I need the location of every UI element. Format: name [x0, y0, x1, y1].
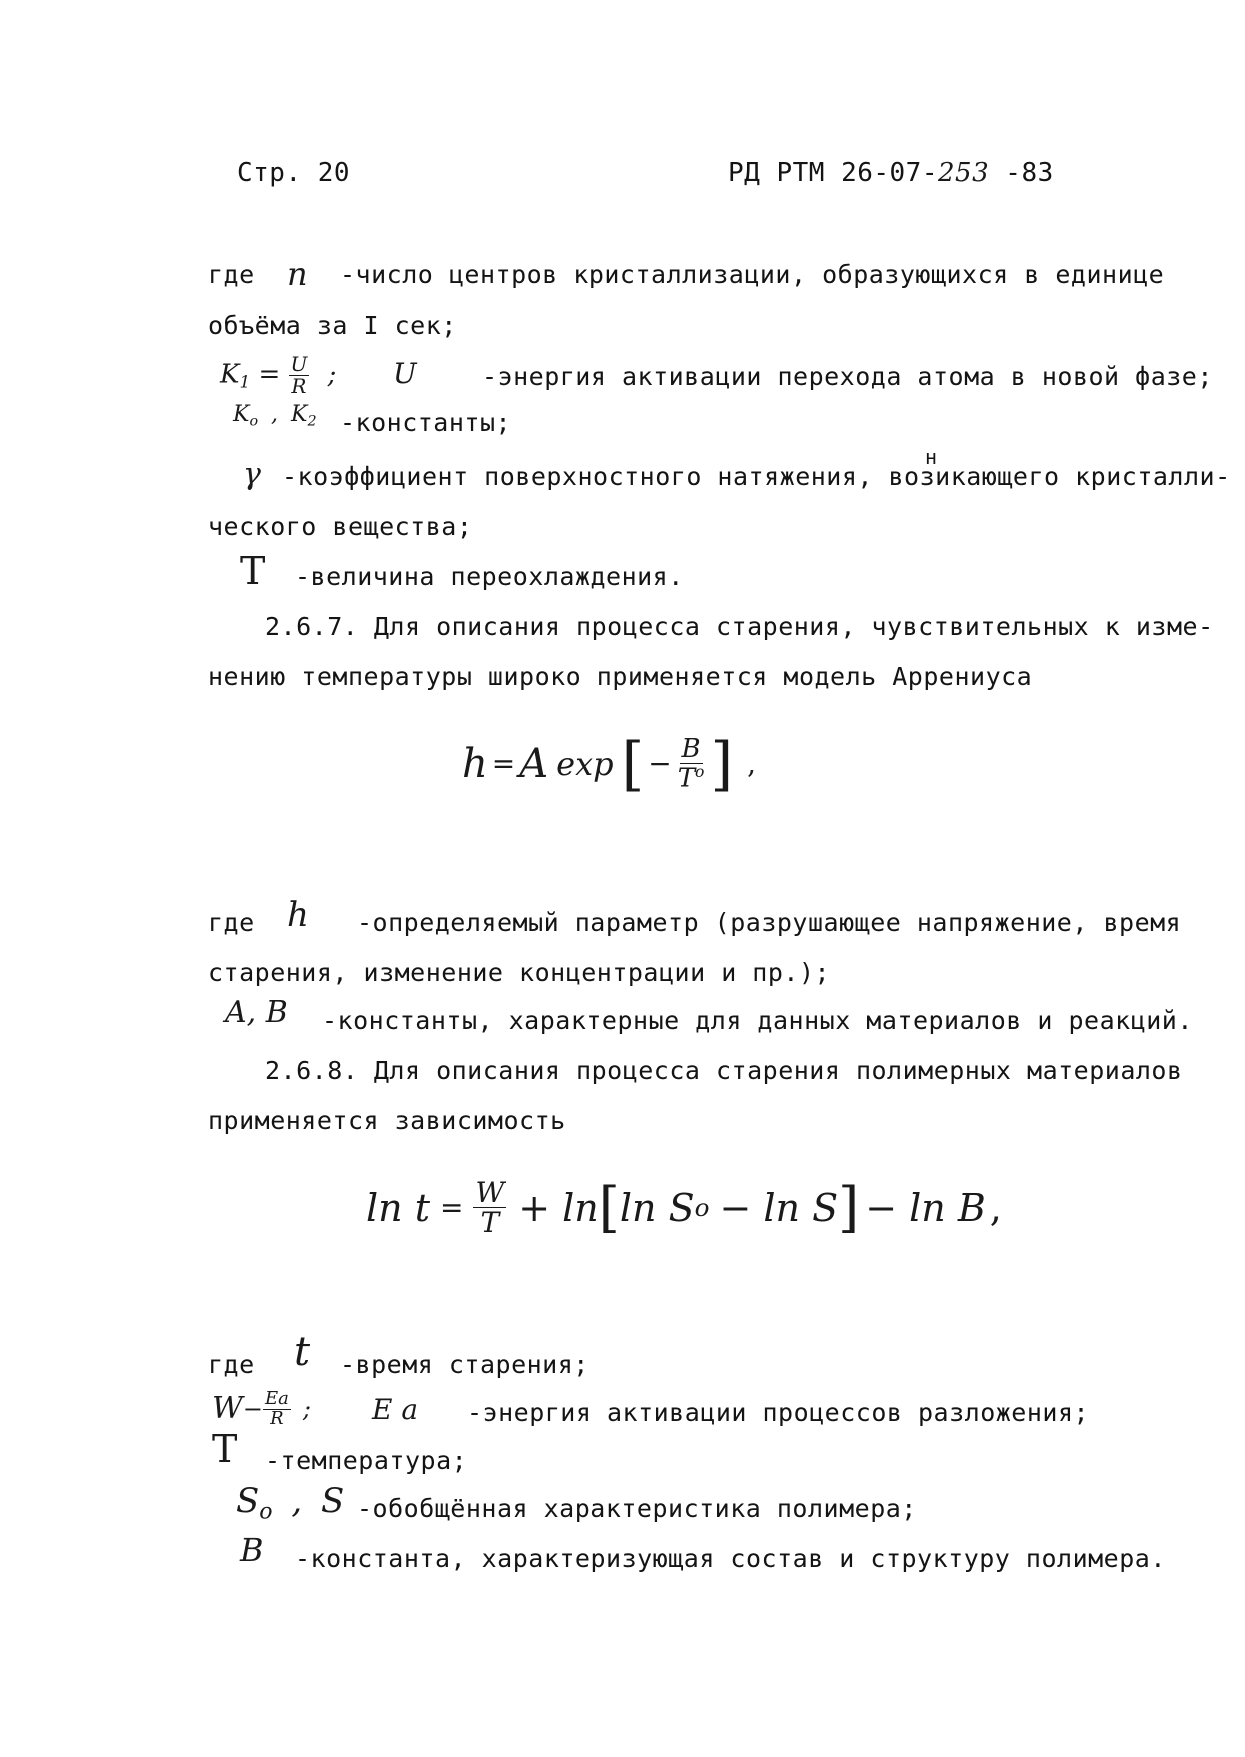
t-time-symbol: t	[294, 1329, 311, 1375]
n-symbol: n	[287, 255, 308, 293]
document-code-number: 253	[938, 158, 990, 188]
s-symbol: S	[321, 1481, 345, 1521]
u-symbol: U	[393, 357, 417, 390]
formula2-minus-ln-b: − ln B	[865, 1185, 986, 1230]
formula1-degree: o	[695, 762, 705, 781]
n-definition-text: -число центров кристаллизации, образующихся в единице	[340, 260, 1165, 289]
document-code	[728, 158, 1054, 188]
formula1-left-bracket: [	[621, 730, 645, 798]
document-code-suffix: -83	[989, 158, 1054, 188]
h-definition-where: где	[208, 908, 255, 937]
k1-fraction	[289, 354, 310, 397]
k0-symbol: K	[233, 402, 250, 427]
ea-symbol: E a	[372, 1393, 419, 1426]
w-fraction	[263, 1390, 291, 1429]
s-separator: ,	[291, 1481, 303, 1521]
s0-subscript: o	[259, 1498, 273, 1525]
section-2-6-7-line-1: 2.6.7. Для описания процесса старения, чувствительных к изме-	[265, 612, 1214, 641]
formula2-numerator: W	[475, 1176, 505, 1209]
aging-formula	[366, 1175, 1002, 1240]
formula1-a: A	[519, 741, 549, 787]
gamma-definition-text-2: ческого вещества;	[208, 512, 473, 541]
arrhenius-formula	[462, 730, 756, 798]
section-2-6-8-line-2: применяется зависимость	[208, 1106, 566, 1135]
h-symbol: h	[287, 895, 309, 935]
n-definition-text-2: объёма за I сек;	[208, 311, 457, 340]
w-separator: ;	[302, 1395, 311, 1424]
k1-subscript: 1	[239, 371, 251, 392]
w-dash: −	[242, 1395, 263, 1424]
formula2-s0-subscript: o	[694, 1192, 710, 1222]
formula1-fraction	[676, 733, 707, 794]
page-number: Стр. 20	[237, 158, 351, 188]
document-code-prefix: РД РТМ 26-07-	[728, 158, 938, 188]
k1-equals: =	[258, 359, 281, 390]
k1-formula	[220, 354, 336, 397]
formula1-denominator	[676, 764, 707, 793]
ab-definition-text: -константы, характерные для данных материалов и реакций.	[322, 1006, 1193, 1035]
k-definition-text: -константы;	[340, 408, 512, 437]
formula2-denominator: T	[480, 1206, 500, 1240]
formula1-numerator: B	[681, 733, 701, 764]
u-definition-text: -энергия активации перехода атома в новой фазе;	[482, 362, 1213, 391]
gamma-definition-text: -коэффициент поверхностного натяжения, возикающего кристалли-	[282, 462, 1231, 491]
s-symbols	[236, 1481, 345, 1525]
gamma-insertion-mark: н	[925, 445, 938, 469]
b-symbol: B	[240, 1531, 264, 1569]
t-time-text: -время старения;	[340, 1350, 589, 1379]
formula2-lhs: ln t	[366, 1185, 430, 1230]
formula1-lhs: h	[462, 741, 488, 787]
formula1-minus: −	[648, 747, 672, 780]
formula2-ln-s0: ln S	[619, 1185, 695, 1230]
w-formula	[212, 1390, 311, 1429]
k1-numerator: U	[290, 352, 308, 376]
n-definition-where: где	[208, 260, 255, 289]
w-denominator: R	[270, 1407, 284, 1429]
section-2-6-7-line-2: нению температуры широко применяется модель Аррениуса	[208, 662, 1033, 691]
t-time-where: где	[208, 1350, 255, 1379]
w-symbol: W	[212, 1391, 243, 1427]
h-definition-text: -определяемый параметр (разрушающее напряжение, время	[357, 908, 1182, 937]
formula2-equals: =	[439, 1190, 464, 1224]
k0-subscript: o	[249, 413, 259, 430]
h-definition-text-2: старения, изменение концентрации и пр.);	[208, 958, 831, 987]
ab-symbols: A, B	[225, 995, 288, 1030]
formula1-exp: exp	[556, 745, 614, 783]
formula2-left-bracket: [	[598, 1175, 620, 1239]
k0-k2-symbols	[233, 404, 317, 429]
formula2-comma: ,	[989, 1185, 1002, 1230]
formula1-right-bracket: ]	[710, 730, 734, 798]
s0-symbol: S	[236, 1481, 260, 1521]
k1-separator: ;	[327, 359, 337, 390]
s-definition-text: -обобщённая характеристика полимера;	[357, 1494, 917, 1523]
formula2-minus-ln-s: − ln S	[719, 1185, 839, 1230]
section-2-6-8-line-1: 2.6.8. Для описания процесса старения полимерных материалов	[265, 1056, 1183, 1085]
formula2-right-bracket: ]	[838, 1175, 860, 1239]
w-numerator: Ea	[264, 1388, 289, 1409]
gamma-symbol: γ	[243, 457, 261, 492]
k1-symbol: K	[220, 359, 240, 390]
formula1-denominator-t: T	[677, 763, 696, 794]
ea-definition-text: -энергия активации процессов разложения;	[467, 1398, 1090, 1427]
k2-symbol: K	[291, 402, 308, 427]
k2-subscript: 2	[307, 413, 317, 430]
b-definition-text: -константа, характеризующая состав и структуру полимера.	[295, 1544, 1166, 1573]
t-supercool-text: -величина переохлаждения.	[295, 562, 684, 591]
formula1-comma: ,	[747, 747, 756, 780]
k2-separator: ,	[271, 402, 279, 427]
formula2-plus-ln: + ln	[518, 1185, 599, 1230]
t-supercool-symbol: T	[240, 549, 266, 593]
formula1-equals: =	[491, 747, 516, 780]
k1-denominator: R	[291, 374, 307, 398]
temperature-text: -температура;	[265, 1446, 468, 1475]
temperature-symbol: T	[212, 1427, 238, 1471]
formula2-fraction	[473, 1178, 506, 1238]
